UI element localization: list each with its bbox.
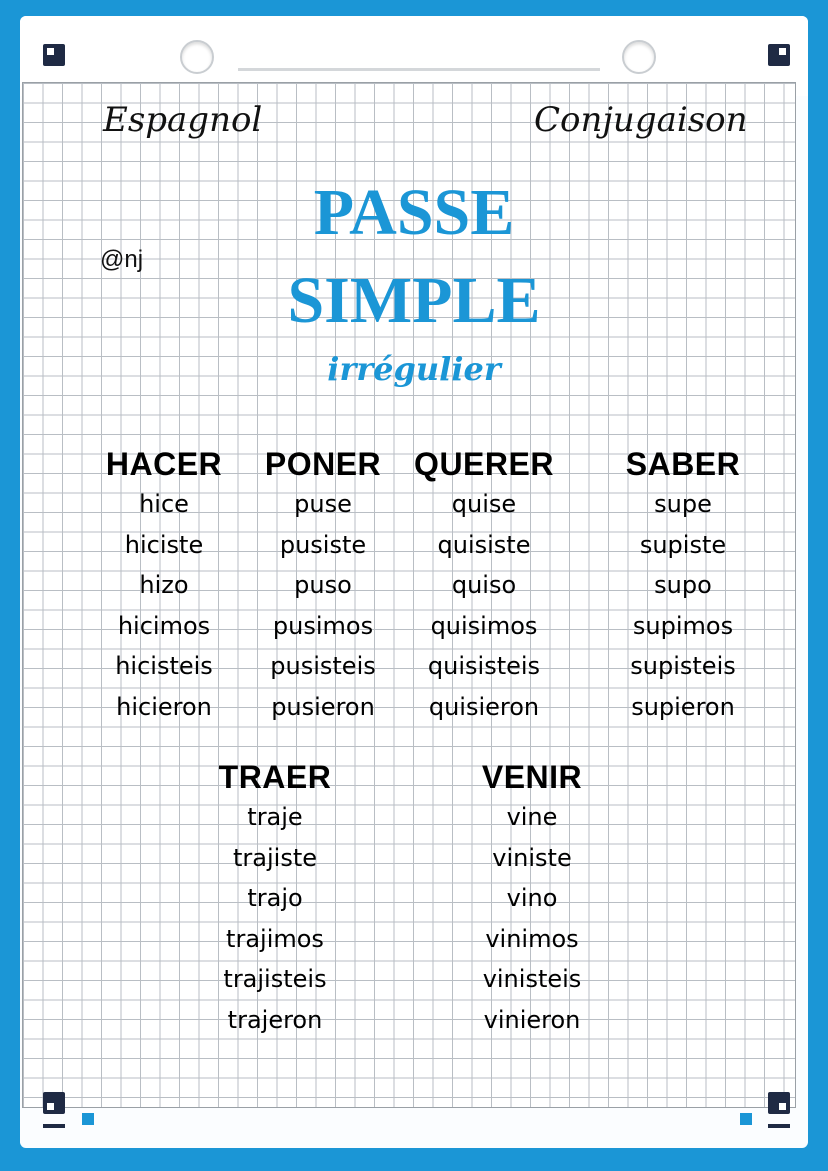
- accent-square-left: [82, 1113, 94, 1125]
- page-title-line2: SIMPLE: [287, 264, 541, 337]
- verb-form: hicisteis: [115, 652, 213, 681]
- verb-name: TRAER: [218, 759, 332, 795]
- verb-form: puse: [294, 490, 352, 518]
- verb-form: supimos: [632, 611, 734, 640]
- verb-form: supo: [654, 571, 712, 600]
- corner-mark-top-right-icon: [768, 44, 790, 66]
- verb-form: quisieron: [428, 692, 540, 721]
- corner-dash-right: [768, 1124, 790, 1128]
- verb-form: trajiste: [233, 843, 317, 872]
- verb-block-querer: [404, 444, 564, 728]
- verb-form: viniste: [492, 843, 572, 872]
- verb-form: trajimos: [226, 924, 324, 953]
- verb-form: trajeron: [227, 1005, 323, 1034]
- accent-square-right: [740, 1113, 752, 1125]
- verb-form: pusisteis: [270, 652, 376, 681]
- verb-form: pusimos: [272, 611, 374, 640]
- corner-mark-bottom-right-icon: [768, 1092, 790, 1114]
- verb-name: VENIR: [481, 759, 583, 795]
- page-title-line1: PASSE: [313, 176, 515, 249]
- verb-form: pusiste: [279, 530, 367, 559]
- author-handle: @nj: [100, 246, 144, 273]
- page-subtitle: irrégulier: [327, 350, 501, 388]
- verb-form: supe: [654, 490, 712, 518]
- verb-form: vine: [506, 803, 558, 831]
- verb-block-venir: [452, 757, 612, 1041]
- verb-block-saber: [603, 444, 763, 728]
- verb-form: quiso: [451, 571, 517, 600]
- subject-label: Espagnol: [103, 100, 263, 140]
- verb-form: puso: [294, 571, 352, 600]
- binder-hole-right: [622, 40, 656, 74]
- header-rule: [238, 68, 600, 71]
- verb-form: vinisteis: [482, 965, 582, 994]
- verb-form: hicimos: [117, 611, 211, 640]
- verb-form: hizo: [139, 571, 189, 600]
- verb-form: vino: [506, 884, 558, 913]
- corner-mark-bottom-left-icon: [43, 1092, 65, 1114]
- verb-form: pusieron: [271, 692, 375, 721]
- verb-block-traer: [195, 757, 355, 1041]
- corner-dash-left: [43, 1124, 65, 1128]
- verb-block-hacer: [84, 444, 244, 728]
- verb-form: traje: [247, 803, 303, 831]
- verb-form: vinieron: [483, 1005, 581, 1034]
- verb-form: quise: [451, 490, 517, 518]
- verb-form: vinimos: [485, 924, 579, 953]
- verb-name: HACER: [105, 446, 223, 482]
- topic-label: Conjugaison: [534, 100, 748, 140]
- corner-mark-top-left-icon: [43, 44, 65, 66]
- verb-name: SABER: [625, 446, 741, 482]
- verb-block-poner: [243, 444, 403, 728]
- verb-form: quisimos: [430, 611, 538, 640]
- verb-form: quisiste: [437, 530, 531, 559]
- verb-form: supiste: [639, 530, 727, 559]
- binder-hole-left: [180, 40, 214, 74]
- verb-form: hicieron: [116, 692, 212, 721]
- verb-form: supisteis: [630, 652, 736, 681]
- verb-form: hiciste: [124, 530, 204, 559]
- verb-form: hice: [139, 490, 189, 518]
- verb-name: PONER: [264, 446, 382, 482]
- verb-form: supieron: [631, 692, 735, 721]
- verb-name: QUERER: [414, 446, 554, 482]
- verb-form: trajo: [247, 884, 303, 913]
- verb-form: trajisteis: [223, 965, 327, 994]
- verb-form: quisisteis: [427, 652, 541, 681]
